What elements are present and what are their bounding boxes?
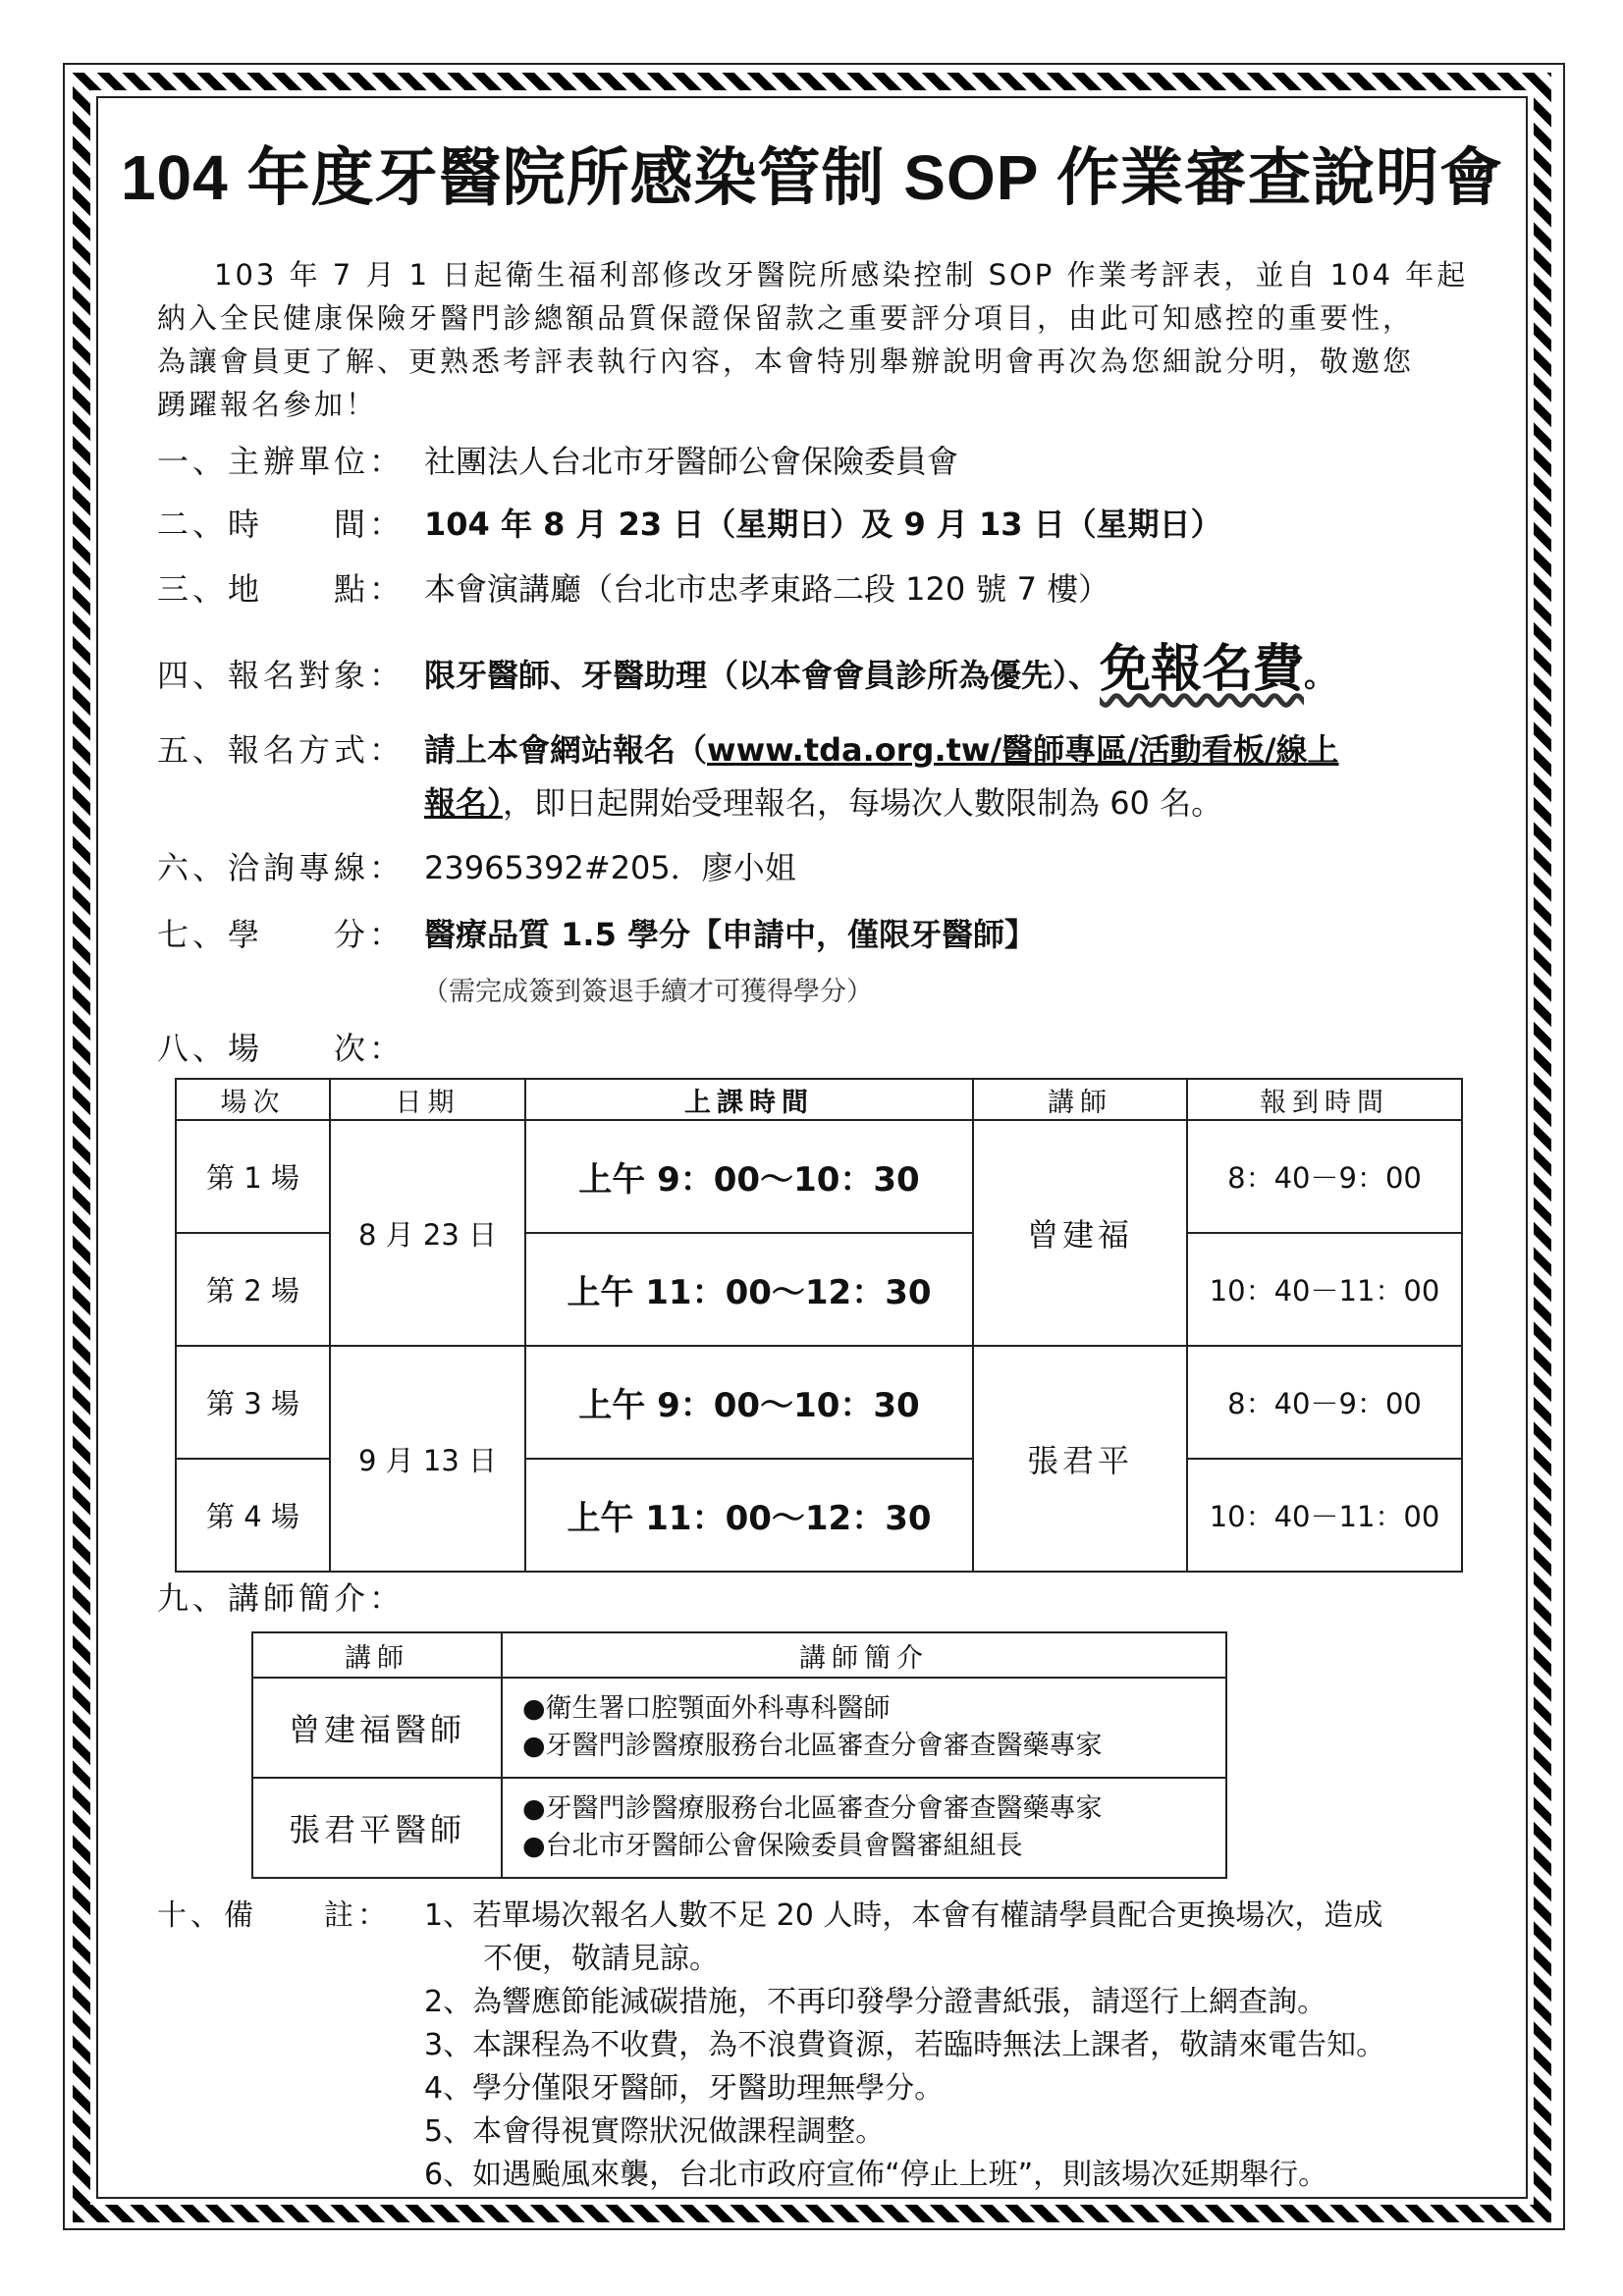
contact-label: 六、洽詢專線：	[157, 849, 406, 886]
credit-item	[157, 913, 1036, 956]
intro-line: 103 年 7 月 1 日起衛生福利部修改牙醫院所感染控制 SOP 作業考評表，並自 104 年起	[214, 258, 1469, 292]
bio-label: 九、講師簡介：	[157, 1579, 406, 1617]
session-cell: 第 1 場	[176, 1120, 330, 1233]
class-time-cell: 上午 11：00～12：30	[525, 1459, 973, 1572]
target-value: 限牙醫師、牙醫助理（以本會會員診所為優先）、	[424, 657, 1101, 694]
checkin-cell: 8：40－9：00	[1187, 1120, 1462, 1233]
credit-label: 七、學 分：	[157, 916, 406, 953]
header-speaker: 講師	[973, 1079, 1187, 1120]
place-value: 本會演講廳（台北市忠孝東路二段 120 號 7 樓）	[424, 570, 1110, 608]
method-value: 請上本會網站報名（	[424, 731, 708, 769]
note-item: 3、本課程為不收費，為不浪費資源，若臨時無法上課者，敬請來電告知。	[424, 2028, 1386, 2062]
time-label: 二、時 間：	[157, 506, 406, 543]
target-item	[157, 640, 1336, 699]
notes-label: 十、備 註：	[157, 1898, 391, 1933]
free-registration-text: 免報名費	[1100, 640, 1305, 699]
sessions-label: 八、場 次：	[157, 1030, 406, 1067]
registration-link[interactable]: www.tda.org.tw/醫師專區/活動看板/線上	[707, 731, 1339, 769]
table-header-row	[176, 1079, 1462, 1120]
header-bio: 講師簡介	[502, 1632, 1226, 1678]
credit-value: 醫療品質 1.5 學分【申請中，僅限牙醫師】	[424, 916, 1036, 953]
intro-line: 納入全民健康保險牙醫門診總額品質保證保留款之重要評分項目，由此可知感控的重要性，	[157, 301, 1415, 335]
header-checkin: 報到時間	[1187, 1079, 1462, 1120]
date-cell: 9 月 13 日	[330, 1346, 525, 1572]
credit-note: （需完成簽到簽退手續才可獲得學分）	[422, 977, 873, 1007]
method-rest: ，即日起開始受理報名，每場次人數限制為 60 名。	[503, 784, 1223, 822]
note-item: 5、本會得視實際狀況做課程調整。	[424, 2114, 886, 2149]
note-continuation: 不便，敬請見諒。	[483, 1942, 719, 1976]
session-cell: 第 4 場	[176, 1459, 330, 1572]
class-time-cell: 上午 9：00～10：30	[525, 1346, 973, 1459]
session-cell: 第 3 場	[176, 1346, 330, 1459]
organizer-label: 一、主辦單位：	[157, 443, 406, 480]
class-time-cell: 上午 11：00～12：30	[525, 1233, 973, 1346]
target-end: 。	[1304, 657, 1336, 694]
time-item	[157, 503, 1222, 546]
table-row	[176, 1120, 1462, 1233]
intro-line: 為讓會員更了解、更熟悉考評表執行內容，本會特別舉辦說明會再次為您細說分明，敬邀您	[157, 345, 1415, 378]
table-row	[176, 1346, 1462, 1459]
speaker-name-cell: 曾建福醫師	[252, 1678, 502, 1778]
session-cell: 第 2 場	[176, 1233, 330, 1346]
organizer-value: 社團法人台北市牙醫師公會保險委員會	[424, 443, 959, 480]
checkin-cell: 10：40－11：00	[1187, 1459, 1462, 1572]
table-row	[252, 1678, 1226, 1778]
header-session: 場次	[176, 1079, 330, 1120]
bio-line: ●衛生署口腔顎面外科專科醫師	[522, 1693, 891, 1724]
date-cell: 8 月 23 日	[330, 1120, 525, 1346]
place-label: 三、地 點：	[157, 570, 406, 608]
checkin-cell: 10：40－11：00	[1187, 1233, 1462, 1346]
intro-paragraph	[157, 253, 1473, 426]
method-line-2	[424, 781, 1222, 825]
header-date: 日期	[330, 1079, 525, 1120]
bio-line: ●牙醫門診醫療服務台北區審查分會審查醫藥專家	[522, 1793, 1103, 1824]
speaker-cell: 曾建福	[973, 1120, 1187, 1346]
notes-section	[157, 1895, 1385, 2197]
registration-link-end[interactable]: 報名）	[424, 784, 504, 822]
intro-line: 踴躍報名參加！	[157, 388, 378, 421]
sessions-heading	[157, 1027, 424, 1070]
bio-heading	[157, 1576, 424, 1620]
bio-line: ●牙醫門診醫療服務台北區審查分會審查醫藥專家	[522, 1731, 1103, 1761]
table-header-row	[252, 1632, 1226, 1678]
page-title: 104 年度牙醫院所感染管制 SOP 作業審查說明會	[120, 142, 1504, 213]
schedule-table	[175, 1078, 1463, 1573]
note-item	[157, 1895, 1385, 1938]
note-text: 1、若單場次報名人數不足 20 人時，本會有權請學員配合更換場次，造成	[424, 1898, 1383, 1933]
note-item: 4、學分僅限牙醫師，牙醫助理無學分。	[424, 2071, 945, 2106]
table-row	[252, 1778, 1226, 1878]
note-item: 6、如遇颱風來襲，台北市政府宣佈“停止上班”，則該場次延期舉行。	[424, 2158, 1328, 2192]
organizer-item	[157, 440, 958, 483]
bio-line: ●台北市牙醫師公會保險委員會醫審組組長	[522, 1831, 1023, 1861]
contact-value: 23965392#205．廖小姐	[424, 849, 796, 886]
speaker-bio-table	[251, 1631, 1227, 1879]
header-speaker: 講師	[252, 1632, 502, 1678]
checkin-cell: 8：40－9：00	[1187, 1346, 1462, 1459]
note-item: 2、為響應節能減碳措施，不再印發學分證書紙張，請逕行上網查詢。	[424, 1985, 1327, 2019]
target-label: 四、報名對象：	[157, 657, 406, 694]
speaker-name-cell: 張君平醫師	[252, 1778, 502, 1878]
contact-item	[157, 846, 796, 889]
class-time-cell: 上午 9：00～10：30	[525, 1120, 973, 1233]
method-item	[157, 728, 1339, 772]
method-label: 五、報名方式：	[157, 731, 406, 769]
header-class-time: 上課時間	[525, 1079, 973, 1120]
time-value: 104 年 8 月 23 日（星期日）及 9 月 13 日（星期日）	[424, 506, 1222, 543]
speaker-cell: 張君平	[973, 1346, 1187, 1572]
place-item	[157, 567, 1109, 611]
speaker-bio-cell	[502, 1678, 1226, 1778]
speaker-bio-cell	[502, 1778, 1226, 1878]
